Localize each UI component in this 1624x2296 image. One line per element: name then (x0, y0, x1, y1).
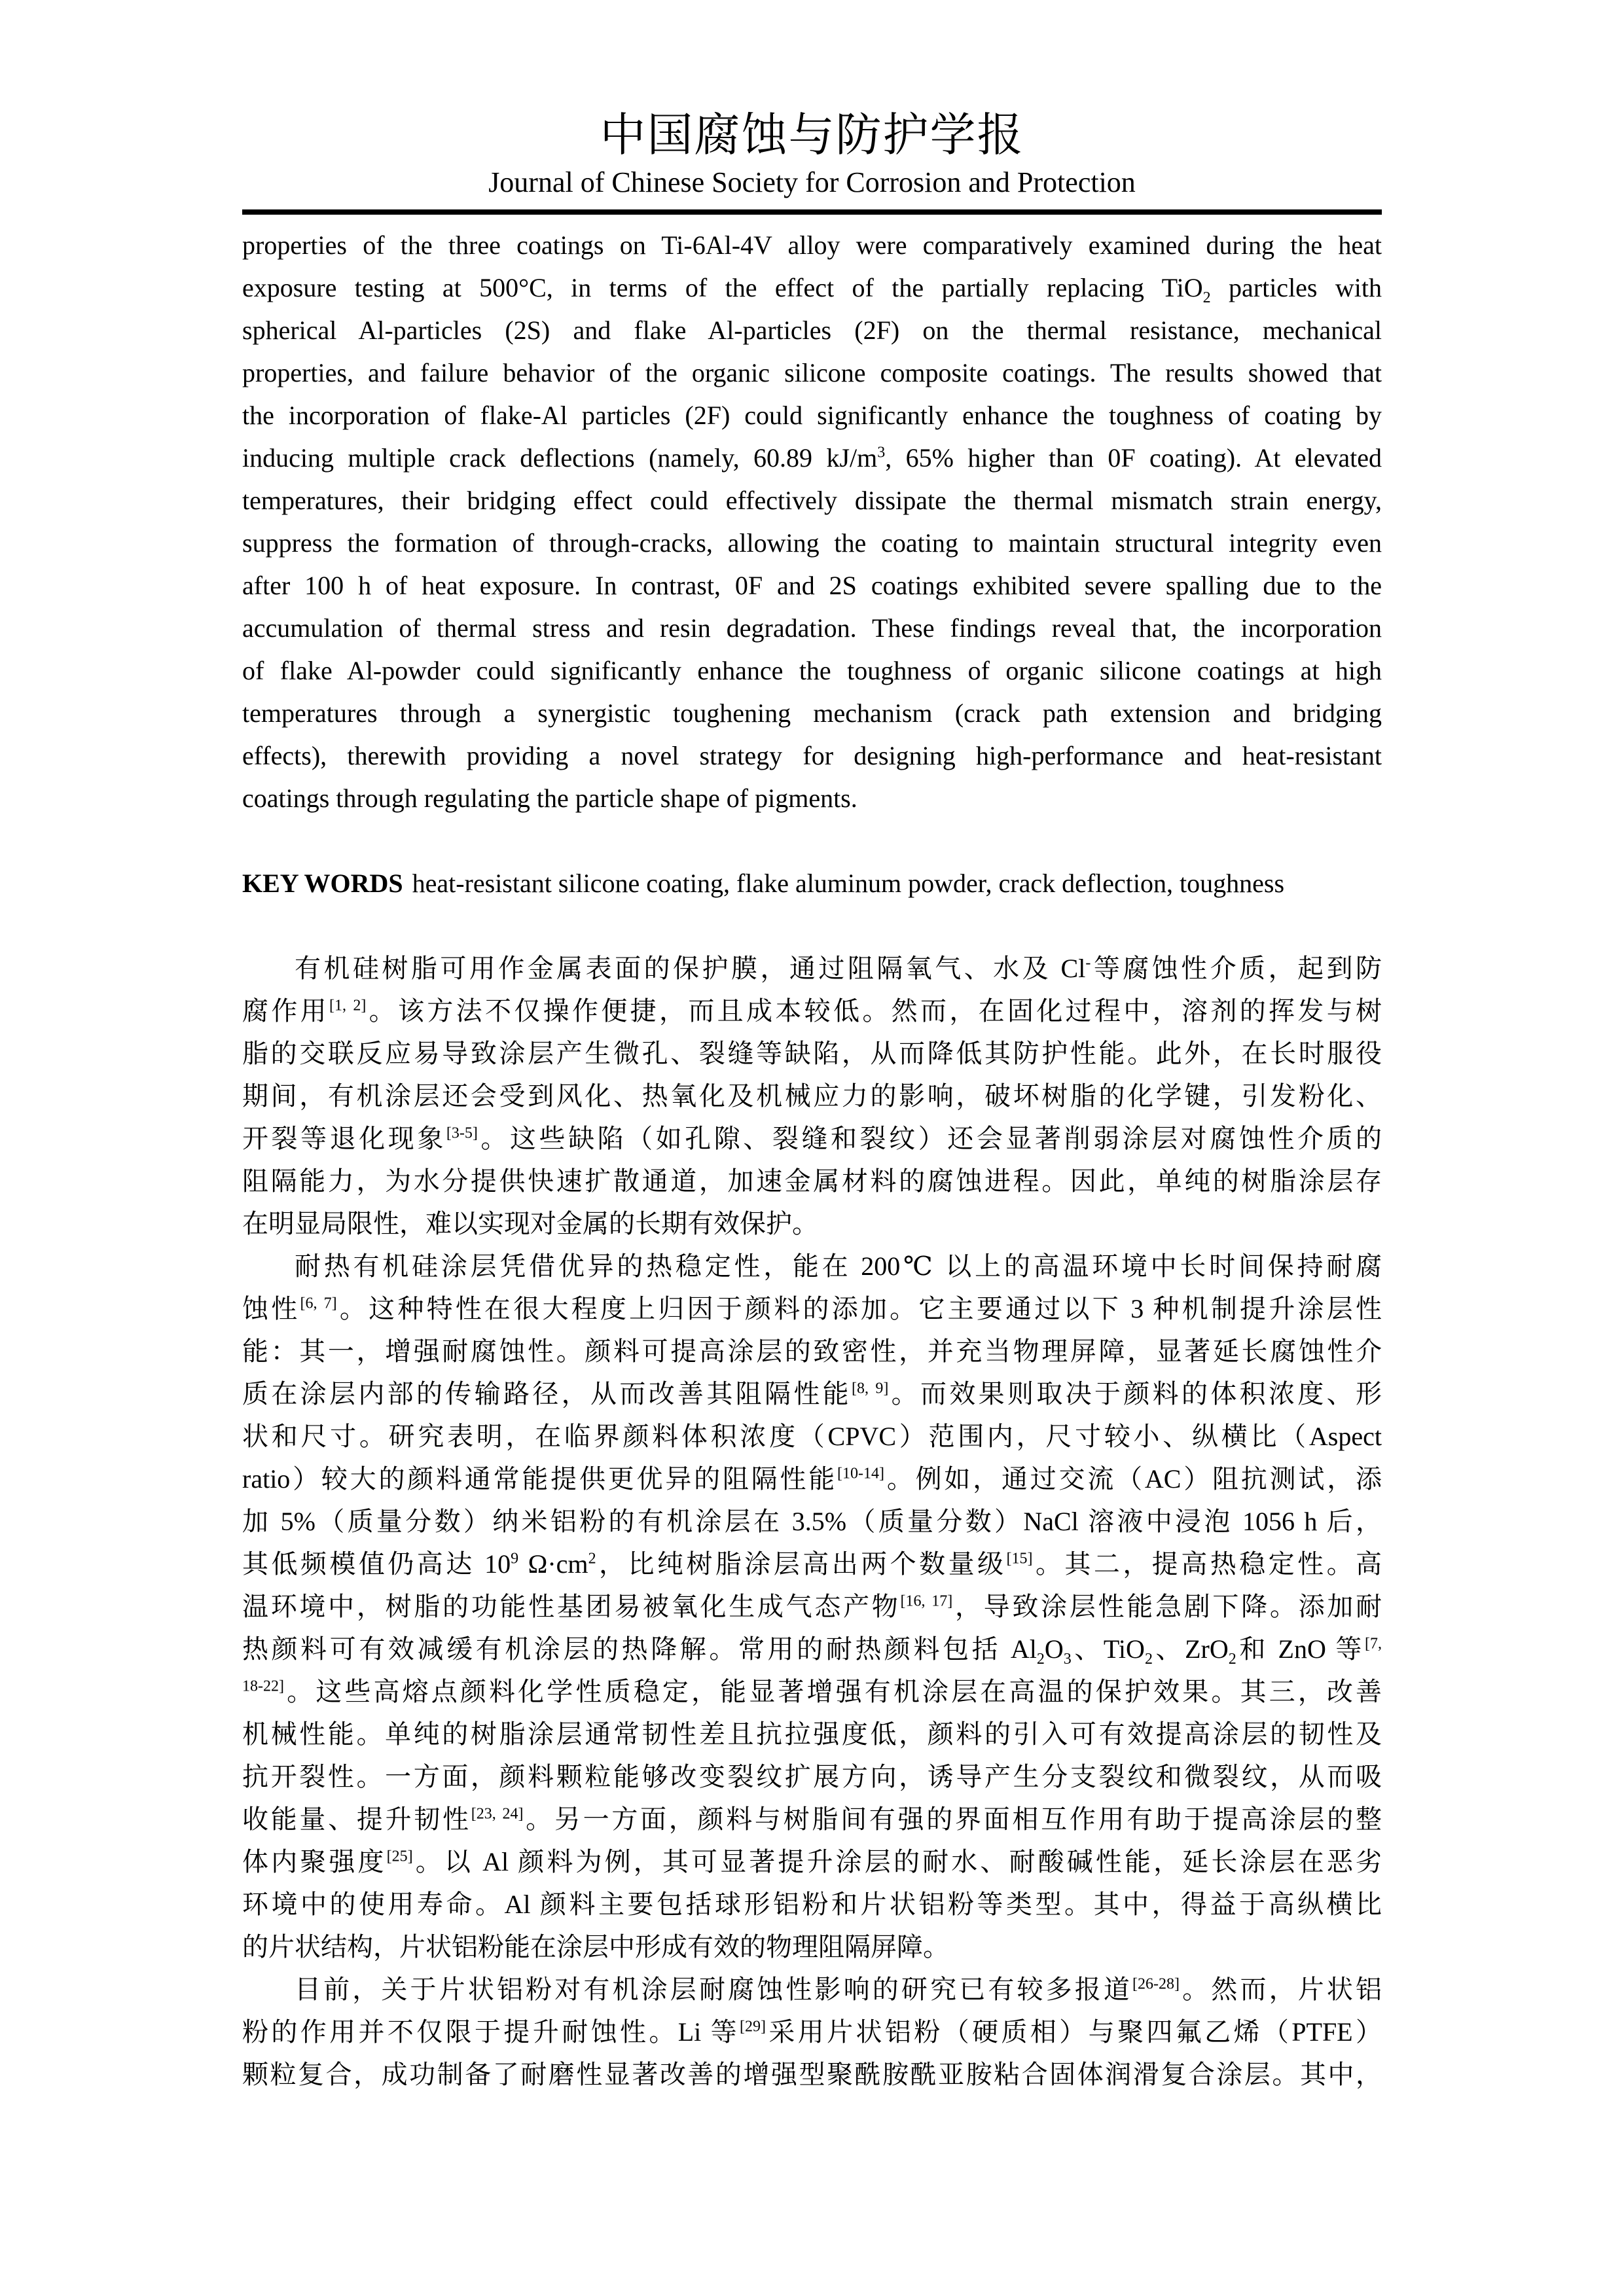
text-line: ratio）较大的颜料通常能提供更优异的阻隔性能[10-14]。例如，通过交流（AC）阻抗测试，添 (242, 1464, 1382, 1494)
text-line: 在明显局限性，难以实现对金属的长期有效保护。 (242, 1209, 818, 1238)
text-line: 耐热有机硅涂层凭借优异的热稳定性，能在 200℃ 以上的高温环境中长时间保持耐腐 (295, 1251, 1382, 1281)
text-line: 脂的交联反应易导致涂层产生微孔、裂缝等缺陷，从而降低其防护性能。此外，在长时服役 (242, 1039, 1382, 1068)
text-line: 阻隔能力，为水分提供快速扩散通道，加速金属材料的腐蚀进程。因此，单纯的树脂涂层存 (242, 1166, 1382, 1196)
subscript: 3 (1063, 1651, 1072, 1668)
superscript: [16, 17] (900, 1592, 953, 1610)
superscript: 9 (511, 1550, 519, 1568)
text-line: exposure testing at 500°C, in terms of the effect of the partially replacing TiO$_2$ particles with (242, 273, 1382, 306)
superscript: [15] (1006, 1550, 1033, 1568)
text-line: 质在涂层内部的传输路径，从而改善其阻隔性能[8, 9]。而效果则取决于颜料的体积浓度、形 (242, 1379, 1382, 1408)
keywords-text: heat-resistant silicone coating, flake aluminum powder, crack deflection, toughness (412, 869, 1285, 898)
journal-title-en: Journal of Chinese Society for Corrosion and Protection (488, 166, 1136, 198)
subscript: 2 (1228, 1651, 1236, 1668)
text-line: coatings through regulating the particle shape of pigments. (242, 783, 857, 813)
superscript: [6, 7] (300, 1295, 337, 1312)
text-line: of flake Al-powder could significantly enhance the toughness of organic silicone coatings at high (242, 656, 1382, 685)
text-line: properties of the three coatings on Ti-6Al-4V alloy were comparatively examined during the heat (242, 230, 1382, 260)
superscript: [25] (386, 1848, 413, 1865)
text-line: 温环境中，树脂的功能性基团易被氧化生成气态产物[16, 17]，导致涂层性能急剧下降。添加耐 (242, 1592, 1382, 1621)
text-line: 热颜料可有效减缓有机涂层的热降解。常用的耐热颜料包括 $Al_2O_3$、TiO$_2$、ZrO$_2$和 ZnO 等$^{[7,}$ (242, 1634, 1382, 1668)
text-line: 蚀性[6, 7]。这种特性在很大程度上归因于颜料的添加。它主要通过以下 3 种机制提升涂层性 (242, 1294, 1382, 1323)
text-line: 加 5%（质量分数）纳米铝粉的有机涂层在 3.5%（质量分数）NaCl 溶液中浸泡 1056 h 后， (242, 1507, 1382, 1536)
text-line: effects), therewith providing a novel strategy for designing high-performance and heat-resistant (242, 741, 1382, 770)
text-line: suppress the formation of through-cracks, allowing the coating to maintain structural integrity even (242, 528, 1382, 558)
superscript: [29] (740, 2018, 767, 2036)
text-line: 状和尺寸。研究表明，在临界颜料体积浓度（CPVC）范围内，尺寸较小、纵横比（Aspect (242, 1422, 1382, 1451)
subscript: 2 (1202, 289, 1211, 306)
superscript: 18-22] (242, 1677, 284, 1695)
subscript: 2 (1144, 1651, 1153, 1668)
text-line: properties, and failure behavior of the organic silicone composite coatings. The results showed that (242, 358, 1382, 387)
superscript: 2 (588, 1550, 596, 1568)
text-line: after 100 h of heat exposure. In contrast, 0F and 2S coatings exhibited severe spalling due to the (242, 571, 1382, 600)
text-line: 能：其一，增强耐腐蚀性。颜料可提高涂层的致密性，并充当物理屏障，显著延长腐蚀性介 (242, 1336, 1382, 1366)
keywords-label: KEY WORDS (242, 869, 403, 898)
superscript: [8, 9] (852, 1380, 889, 1397)
keywords-line (242, 862, 1382, 905)
text-line: 体内聚强度[25]。以 Al 颜料为例，其可显著提升涂层的耐水、耐酸碱性能，延长涂层在恶劣 (242, 1847, 1382, 1876)
text-line: the incorporation of flake-Al particles (2F) could significantly enhance the toughness of coating by (242, 401, 1382, 430)
text-line: 粉的作用并不仅限于提升耐蚀性。Li 等[29]采用片状铝粉（硬质相）与聚四氟乙烯（PTFE） (242, 2017, 1382, 2047)
text-line: temperatures, their bridging effect could effectively dissipate the thermal mismatch strain energy, (242, 486, 1382, 515)
abstract-paragraph (242, 224, 1382, 819)
intro-paragraph-1 (242, 947, 1382, 1245)
superscript: [7, (1365, 1635, 1382, 1653)
text-line: 抗开裂性。一方面，颜料颗粒能够改变裂纹扩展方向，诱导产生分支裂纹和微裂纹，从而吸 (242, 1762, 1382, 1791)
text-line: 开裂等退化现象[3-5]。这些缺陷（如孔隙、裂缝和裂纹）还会显著削弱涂层对腐蚀性介质的 (242, 1124, 1382, 1153)
text-line: 目前，关于片状铝粉对有机涂层耐腐蚀性影响的研究已有较多报道[26-28]。然而，片状铝 (295, 1975, 1382, 2004)
journal-title-cn: 中国腐蚀与防护学报 (600, 111, 1024, 161)
superscript: [1, 2] (329, 997, 367, 1014)
text-line: 环境中的使用寿命。Al 颜料主要包括球形铝粉和片状铝粉等类型。其中，得益于高纵横比 (242, 1890, 1382, 1919)
superscript: 3 (877, 444, 886, 461)
superscript: [3-5] (446, 1124, 478, 1142)
text-line: $^{18-22]}$。这些高熔点颜料化学性质稳定，能显著增强有机涂层在高温的保护效果。其三，改善 (242, 1677, 1382, 1706)
text-line: 腐作用[1, 2]。该方法不仅操作便捷，而且成本较低。然而，在固化过程中，溶剂的挥发与树 (242, 996, 1382, 1026)
text-line: 其低频模值仍高达 $10^9$ $\Omega\cdot cm^2$，比纯树脂涂层高出两个数量级[15]。其二，提高热稳定性。高 (242, 1549, 1382, 1579)
text-line: 有机硅树脂可用作金属表面的保护膜，通过阻隔氧气、水及 Cl-等腐蚀性介质，起到防 (295, 954, 1382, 983)
text-column (242, 0, 1382, 2096)
text-line: spherical Al-particles (2S) and flake Al-particles (2F) on the thermal resistance, mechanical (242, 315, 1382, 345)
text-line: 期间，有机涂层还会受到风化、热氧化及机械应力的影响，破坏树脂的化学键，引发粉化、 (242, 1081, 1382, 1111)
text-line: 的片状结构，片状铝粉能在涂层中形成有效的物理阻隔屏障。 (242, 1932, 949, 1962)
text-line: 收能量、提升韧性[23, 24]。另一方面，颜料与树脂间有强的界面相互作用有助于提高涂层的整 (242, 1804, 1382, 1834)
text-line: inducing multiple crack deflections (namely, 60.89 $kJ/m^3$, 65% higher than 0F coating). At elevated (242, 443, 1382, 473)
intro-paragraph-3 (242, 1968, 1382, 2096)
text-line: temperatures through a synergistic toughening mechanism (crack path extension and bridging (242, 698, 1382, 728)
page-body (242, 224, 1382, 2096)
text-line: 机械性能。单纯的树脂涂层通常韧性差且抗拉强度低，颜料的引入可有效提高涂层的韧性及 (242, 1719, 1382, 1749)
intro-paragraph-2 (242, 1245, 1382, 1968)
header-rule (242, 209, 1382, 215)
subscript: 2 (1036, 1651, 1045, 1668)
text-line: 颗粒复合，成功制备了耐磨性显著改善的增强型聚酰胺酰亚胺粘合固体润滑复合涂层。其中， (242, 2060, 1382, 2089)
superscript: [26-28] (1132, 1975, 1180, 1993)
text-line: accumulation of thermal stress and resin degradation. These findings reveal that, the incorporation (242, 613, 1382, 643)
superscript: - (1085, 954, 1091, 972)
superscript: [23, 24] (471, 1805, 524, 1823)
journal-header (242, 0, 1382, 215)
superscript: [10-14] (837, 1465, 885, 1482)
